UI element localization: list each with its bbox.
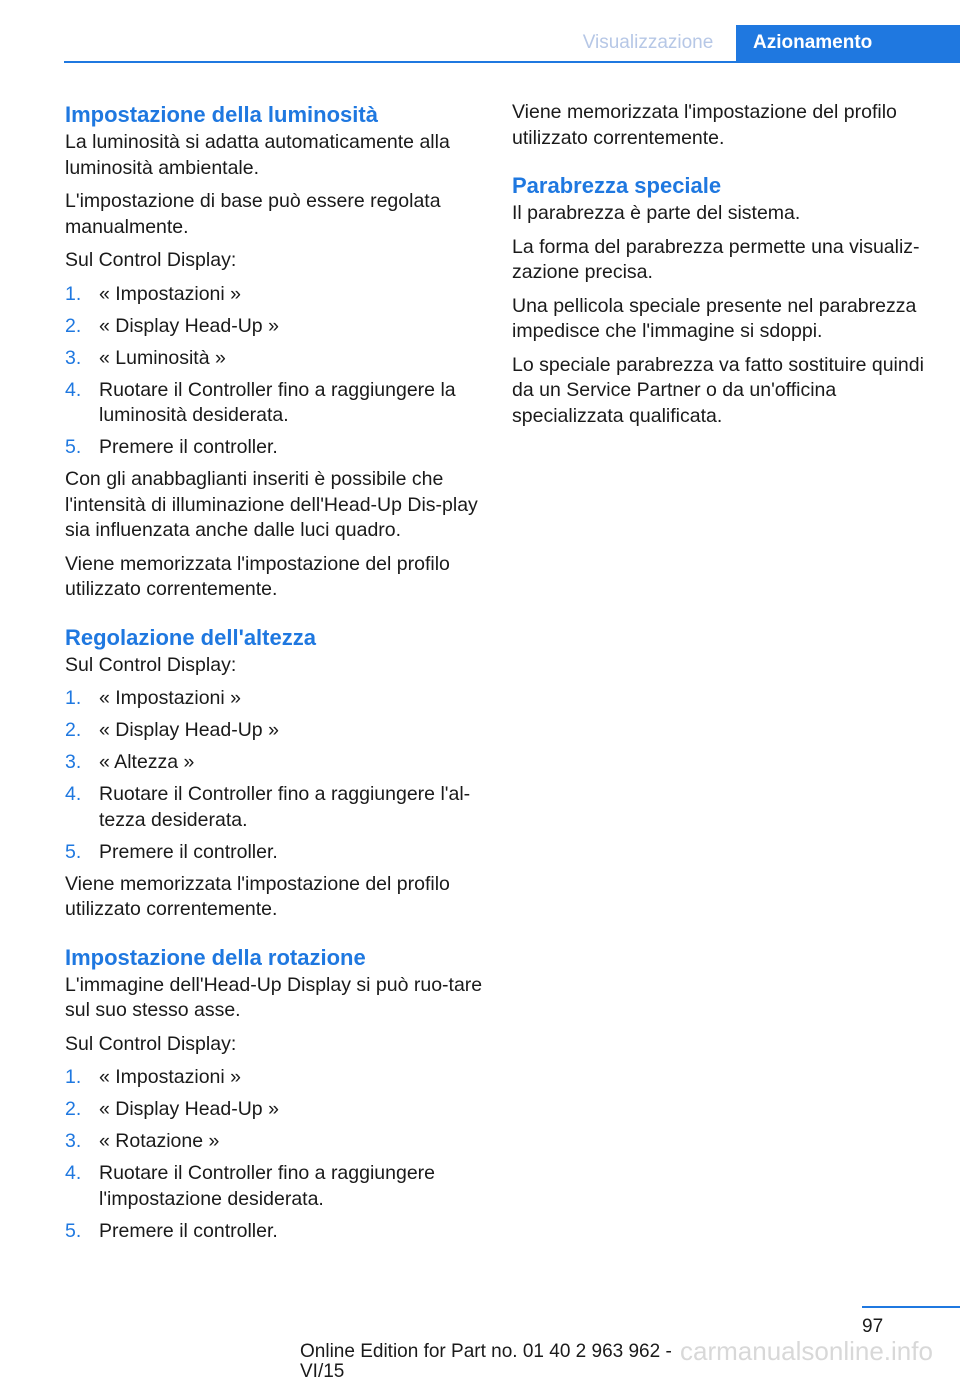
- section-windshield: [512, 171, 930, 429]
- step-text: Premere il controller.: [99, 840, 278, 863]
- paragraph: Con gli anabbaglianti inseriti è possibile che l'intensità di illuminazione dell'Head-Up Dis-play sia influenzata anche dalle luci quadro.: [65, 468, 478, 541]
- list-item: [65, 718, 485, 744]
- paragraph: Sul Control Display:: [65, 249, 237, 271]
- list-item: [65, 435, 485, 461]
- step-number: 3.: [65, 346, 82, 369]
- paragraph: La luminosità si adatta automaticamente alla luminosità ambientale.: [65, 131, 450, 179]
- step-number: 5.: [65, 1219, 82, 1242]
- paragraph: Viene memorizzata l'impostazione del profilo utilizzato correntemente.: [65, 872, 450, 920]
- step-text: « Altezza »: [99, 751, 195, 773]
- list-item: [65, 1161, 485, 1212]
- section-brightness: [65, 100, 485, 603]
- paragraph: La forma del parabrezza permette una visualiz-zazione precisa.: [512, 235, 920, 283]
- left-column: [65, 100, 485, 1251]
- steps-list: [65, 686, 485, 865]
- list-item: [65, 782, 485, 833]
- list-item: [65, 282, 485, 308]
- section-title: Regolazione dell'altezza: [65, 624, 316, 650]
- page-header: [0, 0, 960, 62]
- step-number: 4.: [65, 378, 82, 401]
- list-item: [65, 314, 485, 340]
- steps-list: [65, 282, 485, 461]
- step-text: Ruotare il Controller fino a raggiungere l'impostazione desiderata.: [99, 1162, 436, 1210]
- step-text: « Rotazione »: [99, 1130, 220, 1152]
- step-number: 2.: [65, 719, 82, 741]
- step-number: 4.: [65, 783, 82, 805]
- step-number: 1.: [65, 1066, 82, 1088]
- step-text: Ruotare il Controller fino a raggiungere la luminosità desiderata.: [99, 378, 456, 426]
- list-item: [65, 840, 485, 866]
- paragraph: Viene memorizzata l'impostazione del profilo utilizzato correntemente.: [65, 552, 450, 600]
- list-item: [65, 686, 485, 712]
- step-text: « Luminosità »: [99, 346, 226, 369]
- step-number: 2.: [65, 314, 82, 337]
- list-item: [65, 1129, 485, 1155]
- tab-visualizzazione[interactable]: Visualizzazione: [582, 32, 714, 53]
- step-number: 1.: [65, 687, 82, 709]
- step-text: Premere il controller.: [99, 1219, 278, 1242]
- step-text: « Impostazioni »: [99, 282, 241, 305]
- section-title: Impostazione della luminosità: [65, 102, 378, 127]
- step-number: 3.: [65, 751, 82, 773]
- step-text: « Display Head-Up »: [99, 719, 279, 741]
- edition-note: Online Edition for Part no. 01 40 2 963 962 - VI/15: [300, 1341, 672, 1382]
- step-text: « Display Head-Up »: [99, 314, 279, 337]
- list-item: [65, 1065, 485, 1091]
- step-number: 1.: [65, 282, 82, 305]
- list-item: [65, 1219, 485, 1245]
- right-column: [512, 100, 930, 437]
- paragraph: Sul Control Display:: [65, 1032, 237, 1055]
- step-text: Ruotare il Controller fino a raggiungere l'al-tezza desiderata.: [99, 783, 471, 831]
- list-item: [65, 750, 485, 776]
- paragraph: Il parabrezza è parte del sistema.: [512, 202, 801, 224]
- paragraph: Sul Control Display:: [65, 653, 237, 676]
- header-divider: [64, 61, 960, 63]
- section-height: [65, 623, 485, 923]
- step-text: Premere il controller.: [99, 436, 278, 458]
- list-item: [65, 378, 485, 429]
- step-text: « Impostazioni »: [99, 1066, 241, 1088]
- step-number: 4.: [65, 1162, 82, 1184]
- paragraph: Lo speciale parabrezza va fatto sostituire quindi da un Service Partner o da un'officina specializzata qualificata.: [512, 353, 924, 427]
- section-title: Impostazione della rotazione: [65, 944, 366, 970]
- step-number: 5.: [65, 436, 82, 458]
- step-number: 5.: [65, 840, 82, 863]
- steps-list: [65, 1065, 485, 1244]
- footer-divider: [862, 1306, 960, 1308]
- step-number: 2.: [65, 1098, 82, 1120]
- page-number: 97: [862, 1316, 884, 1337]
- list-item: [65, 1097, 485, 1123]
- paragraph: L'impostazione di base può essere regolata manualmente.: [65, 190, 441, 238]
- list-item: [65, 346, 485, 372]
- section-rotation: [65, 943, 485, 1245]
- section-title: Parabrezza speciale: [512, 173, 722, 198]
- paragraph: Viene memorizzata l'impostazione del profilo utilizzato correntemente.: [512, 101, 897, 149]
- step-text: « Display Head-Up »: [99, 1098, 279, 1120]
- watermark: carmanualsonline.info: [680, 1336, 933, 1366]
- step-text: « Impostazioni »: [99, 687, 241, 709]
- paragraph: L'immagine dell'Head-Up Display si può ruo-tare sul suo stesso asse.: [65, 973, 483, 1021]
- step-number: 3.: [65, 1130, 82, 1152]
- paragraph: Una pellicola speciale presente nel parabrezza impedisce che l'immagine si sdoppi.: [512, 294, 917, 342]
- tab-azionamento[interactable]: Azionamento: [736, 25, 960, 61]
